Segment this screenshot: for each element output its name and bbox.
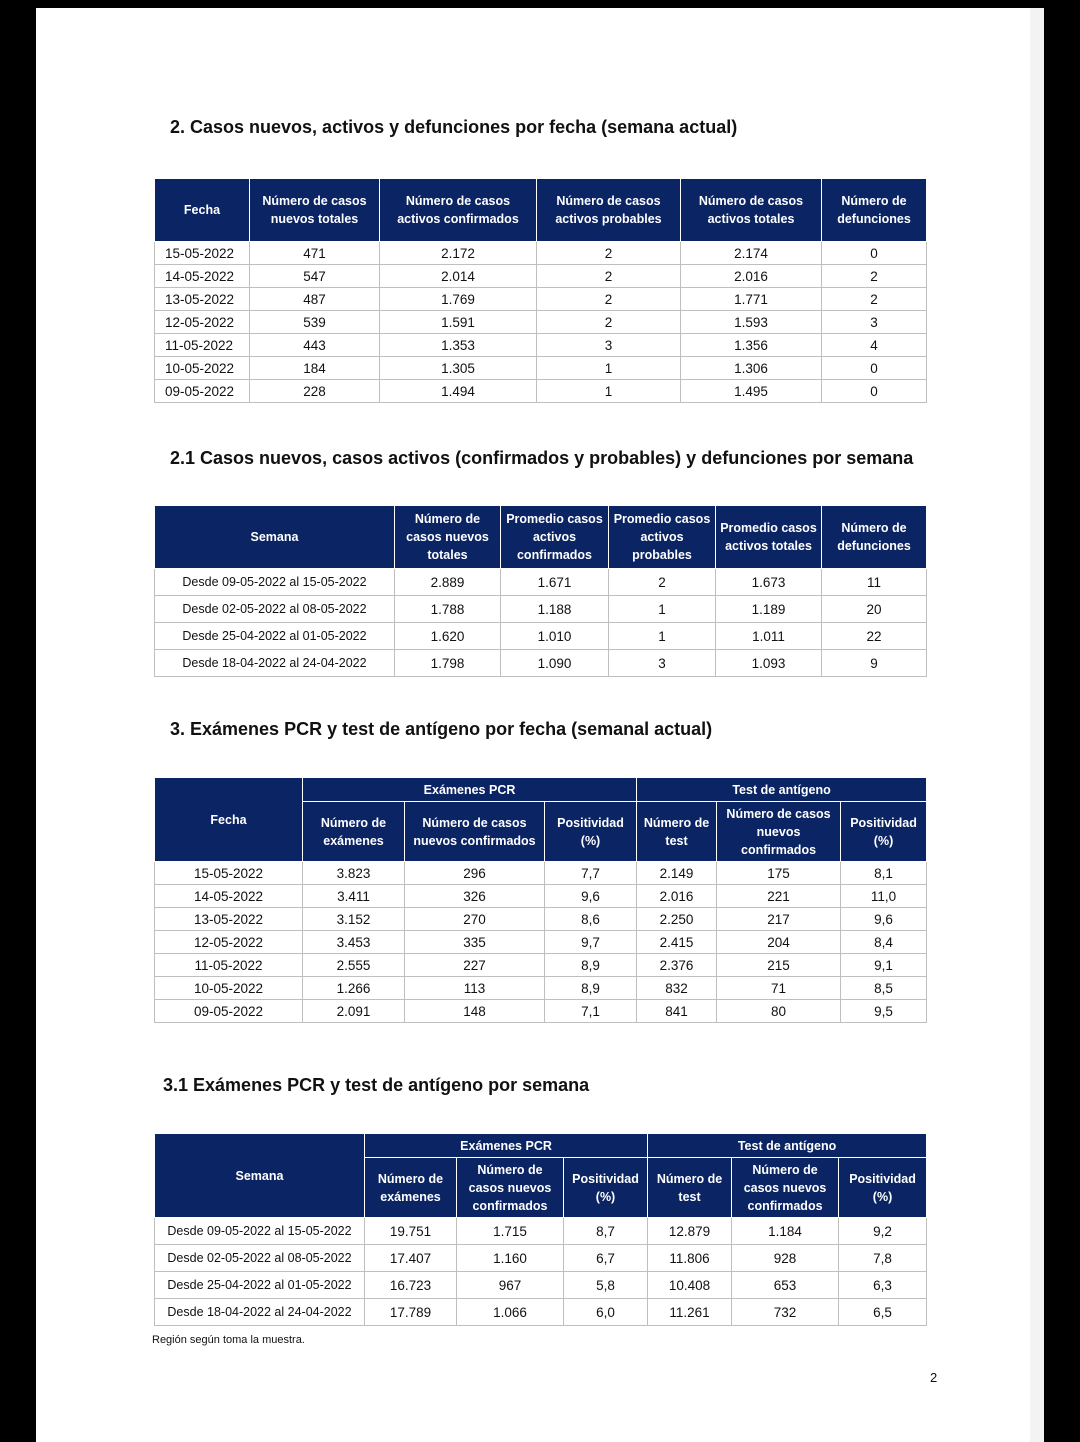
section-2-1-title: 2.1 Casos nuevos, casos activos (confirmados y probables) y defunciones por semana [170, 448, 914, 468]
table-cell: 2.091 [303, 1000, 405, 1023]
table-cell: 1.715 [457, 1218, 564, 1245]
table-cell: 1.356 [681, 334, 822, 357]
table-row [155, 288, 927, 311]
table-cell: 4 [822, 334, 927, 357]
table-cell: 547 [250, 265, 380, 288]
table-cell: 8,4 [841, 931, 927, 954]
table-cell: 1.184 [732, 1218, 839, 1245]
col-header: Semana [155, 1134, 365, 1218]
col-header: Número de casos activos totales [681, 179, 822, 242]
row-label-cell: 09-05-2022 [155, 1000, 303, 1023]
table-cell: 3 [822, 311, 927, 334]
table-cell: 9,2 [839, 1218, 927, 1245]
table-cell: 6,7 [564, 1245, 648, 1272]
table-row [155, 954, 927, 977]
row-label-cell: Desde 09-05-2022 al 15-05-2022 [155, 1218, 365, 1245]
table-cell: 1.495 [681, 380, 822, 403]
col-header: Fecha [155, 778, 303, 862]
col-header: Número de defunciones [822, 179, 927, 242]
col-header: Número de casos activos probables [537, 179, 681, 242]
section-3-1-title: 3.1 Exámenes PCR y test de antígeno por semana [163, 1075, 590, 1095]
table-cell: 1 [609, 596, 716, 623]
table-cell: 8,9 [545, 977, 637, 1000]
col-header: Número de test [648, 1158, 732, 1218]
table-cell: 1.189 [716, 596, 822, 623]
table-cell: 9,6 [545, 885, 637, 908]
table-cell: 2 [822, 265, 927, 288]
table-cell: 1.620 [395, 623, 501, 650]
table-row [155, 334, 927, 357]
row-label-cell: 15-05-2022 [155, 242, 250, 265]
table-cell: 3.823 [303, 862, 405, 885]
table-cell: 443 [250, 334, 380, 357]
table-cell: 20 [822, 596, 927, 623]
table-cell: 1.011 [716, 623, 822, 650]
row-label-cell: 13-05-2022 [155, 908, 303, 931]
table-cell: 928 [732, 1245, 839, 1272]
col-header: Número de casos nuevos confirmados [732, 1158, 839, 1218]
table-cell: 335 [405, 931, 545, 954]
table-cell: 1 [537, 380, 681, 403]
table-cell: 2.149 [637, 862, 717, 885]
row-label-cell: 14-05-2022 [155, 885, 303, 908]
table-cell: 1.188 [501, 596, 609, 623]
table-row [155, 1299, 927, 1326]
table-cell: 11,0 [841, 885, 927, 908]
weekly-cases-table [154, 505, 927, 677]
table-cell: 732 [732, 1299, 839, 1326]
table-cell: 1 [609, 623, 716, 650]
table-cell: 832 [637, 977, 717, 1000]
table-row [155, 908, 927, 931]
page-edge [1030, 8, 1044, 1442]
table-cell: 10.408 [648, 1272, 732, 1299]
col-header: Número de casos nuevos totales [395, 506, 501, 569]
row-label-cell: 10-05-2022 [155, 357, 250, 380]
col-header: Número de exámenes [303, 802, 405, 862]
col-header: Promedio casos activos totales [716, 506, 822, 569]
row-label-cell: Desde 02-05-2022 al 08-05-2022 [155, 1245, 365, 1272]
table-row [155, 311, 927, 334]
table-cell: 487 [250, 288, 380, 311]
table-cell: 17.407 [365, 1245, 457, 1272]
table-cell: 2.376 [637, 954, 717, 977]
table-cell: 0 [822, 242, 927, 265]
col-header: Número de defunciones [822, 506, 927, 569]
table-cell: 9,7 [545, 931, 637, 954]
table-cell: 1.788 [395, 596, 501, 623]
table-cell: 3.453 [303, 931, 405, 954]
table-cell: 539 [250, 311, 380, 334]
table-row [155, 650, 927, 677]
col-header: Número de test [637, 802, 717, 862]
daily-tests-table [154, 777, 927, 1023]
table-cell: 2 [537, 288, 681, 311]
col-header: Promedio casos activos confirmados [501, 506, 609, 569]
col-header: Número de casos activos confirmados [380, 179, 537, 242]
row-label-cell: Desde 25-04-2022 al 01-05-2022 [155, 623, 395, 650]
col-header: Positividad (%) [839, 1158, 927, 1218]
table-cell: 1.591 [380, 311, 537, 334]
col-header: Promedio casos activos probables [609, 506, 716, 569]
table-cell: 9 [822, 650, 927, 677]
table-cell: 3.152 [303, 908, 405, 931]
group-header-antigen: Test de antígeno [648, 1134, 927, 1158]
table-cell: 326 [405, 885, 545, 908]
col-header: Positividad (%) [564, 1158, 648, 1218]
table-cell: 80 [717, 1000, 841, 1023]
table-cell: 17.789 [365, 1299, 457, 1326]
table-cell: 7,7 [545, 862, 637, 885]
col-header: Número de casos nuevos confirmados [405, 802, 545, 862]
table-cell: 2.016 [681, 265, 822, 288]
table-cell: 2 [537, 242, 681, 265]
table-cell: 2 [537, 311, 681, 334]
table-cell: 3 [537, 334, 681, 357]
table-row [155, 569, 927, 596]
table-row [155, 380, 927, 403]
row-label-cell: 11-05-2022 [155, 954, 303, 977]
row-label-cell: Desde 25-04-2022 al 01-05-2022 [155, 1272, 365, 1299]
table-cell: 7,8 [839, 1245, 927, 1272]
table-row [155, 357, 927, 380]
table-cell: 8,9 [545, 954, 637, 977]
table-cell: 175 [717, 862, 841, 885]
table-cell: 3.411 [303, 885, 405, 908]
table-cell: 8,7 [564, 1218, 648, 1245]
col-header: Positividad (%) [841, 802, 927, 862]
table-cell: 9,5 [841, 1000, 927, 1023]
table-cell: 184 [250, 357, 380, 380]
table-cell: 9,1 [841, 954, 927, 977]
table-row [155, 885, 927, 908]
table-cell: 7,1 [545, 1000, 637, 1023]
table-cell: 2 [609, 569, 716, 596]
col-header: Número de casos nuevos confirmados [717, 802, 841, 862]
table-row [155, 623, 927, 650]
table-cell: 22 [822, 623, 927, 650]
table-cell: 270 [405, 908, 545, 931]
table-cell: 2.016 [637, 885, 717, 908]
table-cell: 5,8 [564, 1272, 648, 1299]
row-label-cell: 12-05-2022 [155, 931, 303, 954]
footnote: Región según toma la muestra. [152, 1334, 305, 1346]
table-cell: 9,6 [841, 908, 927, 931]
table-row [155, 596, 927, 623]
row-label-cell: 09-05-2022 [155, 380, 250, 403]
table-cell: 6,0 [564, 1299, 648, 1326]
table-cell: 1.266 [303, 977, 405, 1000]
table-cell: 228 [250, 380, 380, 403]
table-cell: 8,5 [841, 977, 927, 1000]
table-cell: 1.160 [457, 1245, 564, 1272]
row-label-cell: Desde 18-04-2022 al 24-04-2022 [155, 1299, 365, 1326]
table-cell: 1.093 [716, 650, 822, 677]
table-cell: 0 [822, 357, 927, 380]
row-label-cell: 15-05-2022 [155, 862, 303, 885]
table-cell: 1.090 [501, 650, 609, 677]
row-label-cell: 11-05-2022 [155, 334, 250, 357]
col-header: Semana [155, 506, 395, 569]
page-number: 2 [930, 1370, 938, 1385]
table-cell: 2.174 [681, 242, 822, 265]
table-cell: 2 [822, 288, 927, 311]
row-label-cell: Desde 02-05-2022 al 08-05-2022 [155, 596, 395, 623]
table-cell: 2.889 [395, 569, 501, 596]
col-header: Número de exámenes [365, 1158, 457, 1218]
table-cell: 841 [637, 1000, 717, 1023]
table-cell: 1.010 [501, 623, 609, 650]
table-cell: 2.172 [380, 242, 537, 265]
table-cell: 1.353 [380, 334, 537, 357]
table-cell: 227 [405, 954, 545, 977]
row-label-cell: 12-05-2022 [155, 311, 250, 334]
table-cell: 1.306 [681, 357, 822, 380]
table-cell: 2.014 [380, 265, 537, 288]
table-cell: 471 [250, 242, 380, 265]
table-row [155, 931, 927, 954]
table-row [155, 1272, 927, 1299]
table-cell: 296 [405, 862, 545, 885]
table-cell: 204 [717, 931, 841, 954]
row-label-cell: 13-05-2022 [155, 288, 250, 311]
group-header-pcr: Exámenes PCR [303, 778, 637, 802]
table-cell: 11 [822, 569, 927, 596]
table-row [155, 1245, 927, 1272]
table-cell: 1.673 [716, 569, 822, 596]
viewer-background [1044, 8, 1080, 1442]
table-cell: 653 [732, 1272, 839, 1299]
table-cell: 11.261 [648, 1299, 732, 1326]
table-cell: 3 [609, 650, 716, 677]
col-header: Número de casos nuevos confirmados [457, 1158, 564, 1218]
table-cell: 215 [717, 954, 841, 977]
group-header-pcr: Exámenes PCR [365, 1134, 648, 1158]
table-cell: 6,5 [839, 1299, 927, 1326]
table-row [155, 977, 927, 1000]
table-cell: 967 [457, 1272, 564, 1299]
table-cell: 16.723 [365, 1272, 457, 1299]
table-cell: 221 [717, 885, 841, 908]
daily-cases-table [154, 178, 927, 403]
table-row [155, 242, 927, 265]
table-cell: 2.555 [303, 954, 405, 977]
table-cell: 1.671 [501, 569, 609, 596]
row-label-cell: Desde 18-04-2022 al 24-04-2022 [155, 650, 395, 677]
table-cell: 1.593 [681, 311, 822, 334]
col-header: Positividad (%) [545, 802, 637, 862]
table-cell: 8,1 [841, 862, 927, 885]
row-label-cell: 14-05-2022 [155, 265, 250, 288]
table-cell: 1.305 [380, 357, 537, 380]
weekly-tests-table [154, 1133, 927, 1326]
table-cell: 8,6 [545, 908, 637, 931]
table-cell: 2.250 [637, 908, 717, 931]
section-2-title: 2. Casos nuevos, activos y defunciones por fecha (semana actual) [170, 117, 738, 137]
row-label-cell: 10-05-2022 [155, 977, 303, 1000]
table-cell: 1.066 [457, 1299, 564, 1326]
table-cell: 1.771 [681, 288, 822, 311]
table-row [155, 862, 927, 885]
table-cell: 6,3 [839, 1272, 927, 1299]
table-cell: 11.806 [648, 1245, 732, 1272]
table-cell: 148 [405, 1000, 545, 1023]
table-cell: 0 [822, 380, 927, 403]
table-row [155, 265, 927, 288]
table-cell: 2.415 [637, 931, 717, 954]
table-cell: 1.769 [380, 288, 537, 311]
group-header-antigen: Test de antígeno [637, 778, 927, 802]
table-cell: 19.751 [365, 1218, 457, 1245]
table-cell: 113 [405, 977, 545, 1000]
table-cell: 217 [717, 908, 841, 931]
row-label-cell: Desde 09-05-2022 al 15-05-2022 [155, 569, 395, 596]
table-cell: 71 [717, 977, 841, 1000]
table-cell: 2 [537, 265, 681, 288]
section-3-title: 3. Exámenes PCR y test de antígeno por fecha (semanal actual) [170, 719, 713, 739]
col-header: Fecha [155, 179, 250, 242]
table-cell: 1.798 [395, 650, 501, 677]
table-row [155, 1000, 927, 1023]
table-cell: 1 [537, 357, 681, 380]
col-header: Número de casos nuevos totales [250, 179, 380, 242]
table-cell: 1.494 [380, 380, 537, 403]
table-cell: 12.879 [648, 1218, 732, 1245]
table-row [155, 1218, 927, 1245]
